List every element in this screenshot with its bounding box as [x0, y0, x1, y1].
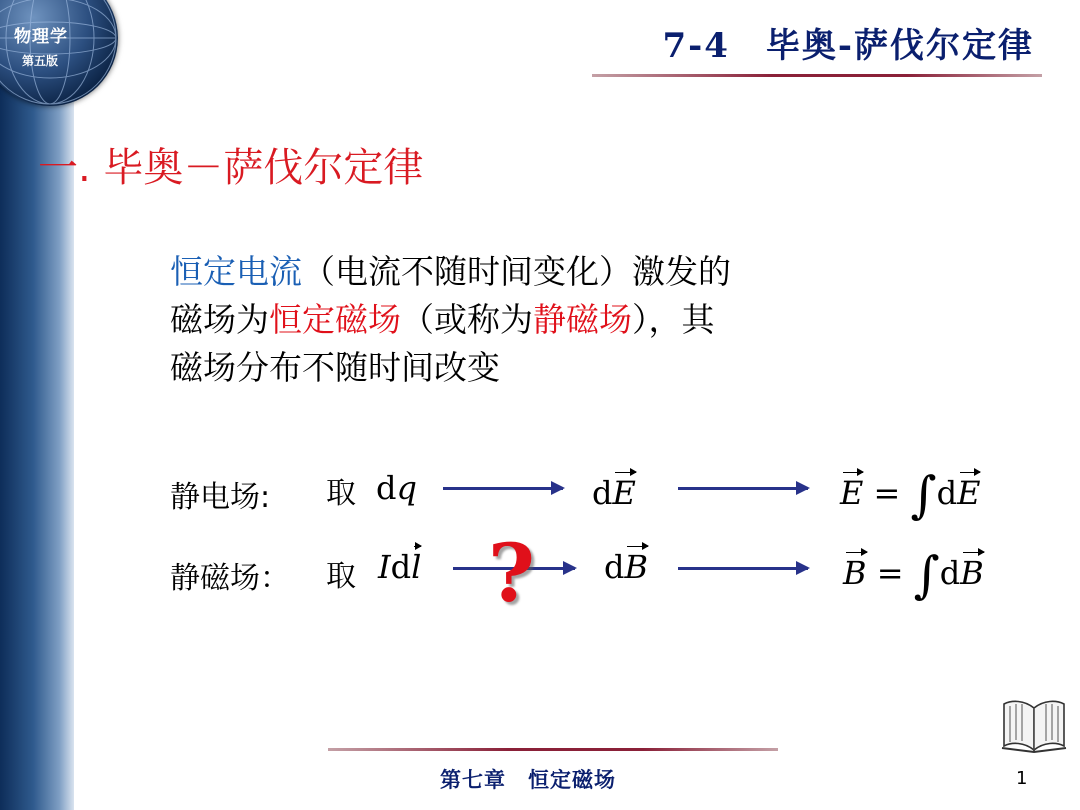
footer-divider — [328, 748, 778, 751]
math-vector: E — [840, 474, 864, 512]
math-d: d — [592, 474, 613, 512]
math-equals: = — [873, 474, 901, 512]
integral-symbol: ∫ — [913, 546, 940, 604]
math-d: d — [939, 554, 961, 592]
math-var: q — [396, 469, 417, 507]
paragraph-text: （电流不随时间变化）激发的 — [302, 252, 731, 291]
magnetic-take: 取 — [326, 559, 356, 594]
math-vector: E — [957, 474, 981, 512]
math-d: d — [390, 548, 412, 586]
open-book-icon[interactable] — [1000, 690, 1068, 758]
magnetic-arrow-2 — [678, 567, 808, 570]
globe-icon — [0, 0, 118, 106]
math-d: d — [604, 548, 625, 586]
term-steady-current: 恒定电流 — [170, 252, 302, 291]
math-d: d — [936, 474, 958, 512]
magnetic-field-element — [604, 548, 648, 586]
book-edition: 第五版 — [22, 54, 59, 68]
book-title: 物理学 — [14, 27, 68, 47]
math-equals: = — [876, 554, 904, 592]
math-d: d — [376, 469, 397, 507]
term-steady-field: 恒定磁场 — [269, 300, 401, 339]
header-divider — [592, 74, 1042, 77]
paragraph-text: ），其 — [632, 300, 715, 339]
math-vector: B — [624, 548, 648, 586]
electric-field-element — [592, 474, 636, 512]
math-var: I — [378, 548, 391, 586]
section-title: 7-4 毕奥-萨伐尔定律 — [662, 26, 1034, 66]
magnetic-row-label: 静磁场： — [170, 561, 290, 596]
question-mark-icon: ? — [488, 526, 535, 620]
sidebar-band — [0, 0, 74, 810]
magnetic-source — [378, 548, 421, 586]
electric-integral-formula — [840, 466, 980, 524]
electric-row-label: 静电场: — [170, 480, 271, 515]
intro-paragraph — [170, 248, 930, 392]
math-vector: B — [960, 554, 984, 592]
paragraph-text: 磁场为 — [170, 300, 269, 339]
magnetic-integral-formula — [843, 546, 984, 604]
electric-source — [376, 469, 417, 507]
math-vector: B — [843, 554, 867, 592]
page-number: 1 — [1016, 768, 1028, 789]
integral-symbol: ∫ — [910, 466, 937, 524]
electric-arrow-2 — [678, 487, 808, 490]
electric-arrow-1 — [443, 487, 563, 490]
slide-heading: 一. 毕奥－萨伐尔定律 — [38, 145, 424, 191]
paragraph-text: 磁场分布不随时间改变 — [170, 348, 500, 387]
term-static-field: 静磁场 — [533, 300, 632, 339]
math-vector: l — [411, 548, 422, 586]
math-vector: E — [612, 474, 636, 512]
paragraph-text: （或称为 — [401, 300, 533, 339]
electric-take: 取 — [326, 476, 356, 511]
chapter-title: 第七章 恒定磁场 — [440, 767, 616, 792]
